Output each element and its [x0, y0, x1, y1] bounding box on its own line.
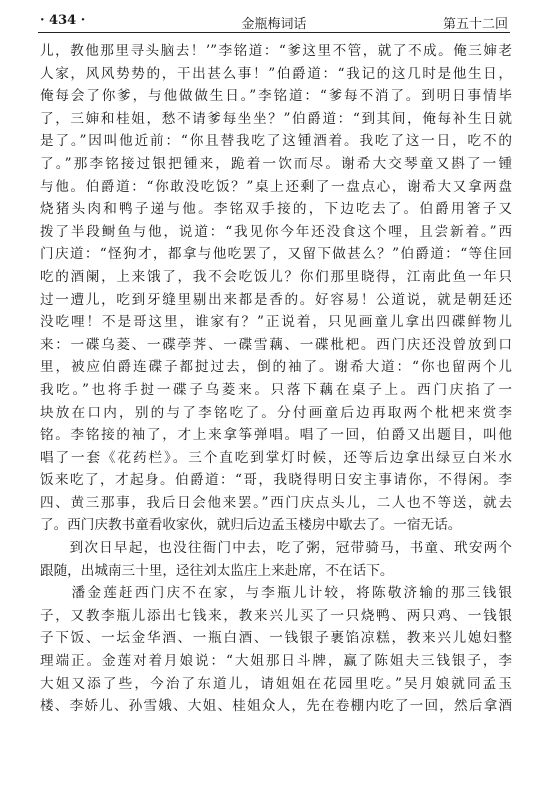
text-line: 是了。”因叫他近前：“你且替我吃了这锺酒着。我吃了这一日，吃不的 [40, 133, 512, 150]
text-line: 门庆道：“怪狗才，都拿与他吃罢了，又留下做甚么？”伯爵道：“等住回 [40, 246, 512, 263]
text-line: 烧猪头肉和鸭子递与他。李铭双手接的，下边吃去了。伯爵用箸子又 [40, 201, 512, 218]
text-line: 子下饭、一坛金华酒、一瓶白酒、一钱银子裹馅凉糕，教来兴儿媳妇整 [40, 630, 512, 647]
text-line: 来：一碟乌菱、一碟荸荠、一碟雪藕、一碟枇杷。西门庆还没曾放到口 [40, 336, 512, 353]
book-title: 金瓶梅词话 [241, 17, 307, 32]
text-line: 饭来吃了，才起身。伯爵道：“哥，我晓得明日安主事请你，不得闲。李 [40, 472, 512, 489]
text-line: 了，三婶和桂姐，愁不请爹每坐坐？”伯爵道：“到其间，俺每补生日就 [40, 110, 512, 127]
text-line: 过一遭儿，吃到牙缝里剔出来都是香的。好容易！公道说，就是朝廷还 [40, 291, 512, 308]
text-line: 楼、李娇儿、孙雪娥、大姐、桂姐众人，先在卷棚内吃了一回，然后拿酒 [40, 698, 512, 715]
page-header [38, 10, 510, 33]
text-line: 四、黄三那事，我后日会他来罢。”西门庆点头儿，二人也不等送，就去 [40, 494, 512, 511]
text-line: 没吃哩！不是哥这里，谁家有？”正说着，只见画童儿拿出四碟鲜物儿 [40, 314, 512, 331]
text-line: 我吃。”也将手挝一碟子乌菱来。只落下藕在桌子上。西门庆掐了一 [40, 381, 512, 398]
text-line: 俺每会了你爹，与他做做生日。”李铭道：“爹每不消了。到明日事情毕 [40, 88, 512, 105]
text-line: 理端正。金莲对着月娘说：“大姐那日斗牌，赢了陈姐夫三钱银子，李 [40, 653, 512, 670]
text-line: 跟随，出城南三十里，迳往刘太监庄上来赴席，不在话下。 [40, 562, 394, 579]
text-line: 与他。伯爵道：“你敢没吃饭？”桌上还剩了一盘点心，谢希大又拿两盘 [40, 178, 512, 195]
text-line: 里，被应伯爵连碟子都挝过去，倒的袖了。谢希大道：“你也留两个儿 [40, 359, 512, 376]
text-line: 唱了一套《花药栏》。三个直吃到掌灯时候，还等后边拿出绿豆白米水 [40, 449, 512, 466]
text-line: 儿，教他那里寻头脑去！’”李铭道：“爹这里不管，就了不成。俺三婶老 [40, 43, 512, 59]
text-line: 拨了半段鲥鱼与他，说道：“我见你今年还没食这个哩，且尝新着。”西 [40, 223, 512, 240]
text-line: 潘金莲赶西门庆不在家，与李瓶儿计较，将陈敬济输的那三钱银 [40, 585, 512, 602]
text-line: 人家，风风势势的，干出甚么事！”伯爵道：“我记的这几时是他生日， [40, 65, 512, 82]
text-line: 到次日早起，也没往衙门中去，吃了粥，冠带骑马，书童、玳安两个 [40, 540, 512, 557]
chapter-title: 第五十二回 [442, 17, 508, 32]
text-line: 了。西门庆教书童看收家伙，就归后边孟玉楼房中歇去了。一宿无话。 [40, 517, 462, 534]
text-line: 大姐又添了些，今治了东道儿，请姐姐在花园里吃。”吴月娘就同孟玉 [40, 675, 512, 692]
text-line: 了。”那李铭接过银把锺来，跪着一饮而尽。谢希大交琴童又斟了一锺 [40, 155, 512, 172]
text-line: 子，又教李瓶儿添出七钱来，教来兴儿买了一只烧鸭、两只鸡、一钱银 [40, 607, 512, 624]
text-line: 块放在口内，别的与了李铭吃了。分付画童后边再取两个枇杷来赏李 [40, 404, 512, 421]
text-line: 吃的酒阑，上来饿了，我不会吃饭儿？你们那里晓得，江南此鱼一年只 [40, 268, 512, 285]
body-text [40, 40, 512, 718]
page-number: · 434 · [40, 13, 86, 28]
text-line: 铭。李铭接的袖了，才上来拿筝弹唱。唱了一回，伯爵又出题目，叫他 [40, 427, 512, 444]
